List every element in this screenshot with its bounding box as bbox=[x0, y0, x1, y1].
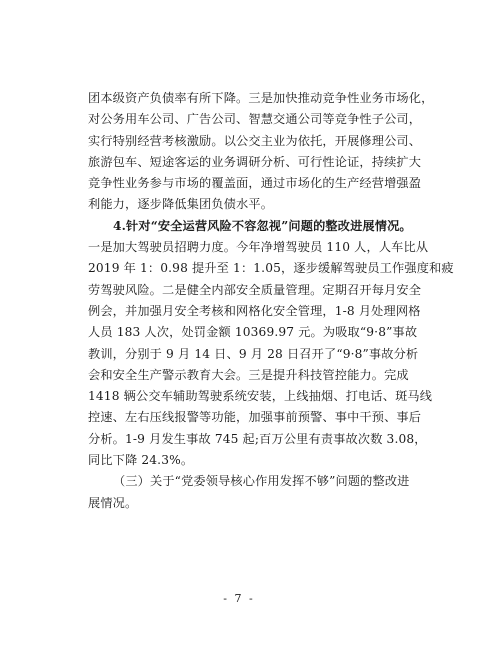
text-line: 2019 年 1：0.98 提升至 1：1.05，逐步缓解驾驶员工作强度和疲 bbox=[88, 261, 454, 276]
body-text bbox=[88, 88, 454, 514]
page-number: - 7 - bbox=[223, 592, 255, 605]
text-line: 展情况。 bbox=[88, 495, 138, 510]
text-line: 利能力，逐步降低集团负债水平。 bbox=[88, 197, 274, 212]
text-line: （三）关于“党委领导核心作用发挥不够”问题的整改进 bbox=[113, 474, 410, 489]
text-line: 实行特别经营考核激励。以公交主业为依托，开展修理公司、 bbox=[88, 133, 422, 148]
text-line: 团本级资产负债率有所下降。三是加快推动竞争性业务市场化， bbox=[88, 91, 434, 105]
section-heading-line: 4.针对“安全运营风险不容忽视”问题的整改进展情况。 bbox=[113, 218, 412, 233]
text-line: 对公务用车公司、广告公司、智慧交通公司等竞争性子公司， bbox=[88, 112, 422, 127]
text-line: 劳驾驶风险。二是健全内部安全质量管理。定期召开每月安全 bbox=[88, 282, 422, 297]
text-line: 1418 辆公交车辅助驾驶系统安装，上线抽烟、打电话、斑马线 bbox=[88, 389, 433, 404]
text-line: 会和安全生产警示教育大会。三是提升科技管控能力。完成 bbox=[88, 367, 409, 382]
text-line: 分析。1-9 月发生事故 745 起;百万公里有责事故次数 3.08， bbox=[88, 431, 427, 446]
text-line: 同比下降 24.3%。 bbox=[88, 453, 194, 468]
text-line: 例会，并加强月安全考核和网格化安全管理，1-8 月处理网格 bbox=[88, 303, 421, 318]
text-line: 竞争性业务参与市场的覆盖面，通过市场化的生产经营增强盈 bbox=[88, 176, 422, 191]
text-line: 教训，分别于 9 月 14 日、9 月 28 日召开了“9·8”事故分析 bbox=[88, 346, 419, 361]
text-line: 人员 183 人次，处罚金额 10369.97 元。为吸取“9·8”事故 bbox=[88, 325, 418, 340]
text-line: 一是加大驾驶员招聘力度。今年净增驾驶员 110 人，人车比从 bbox=[88, 240, 429, 255]
text-line: 旅游包车、短途客运的业务调研分析、可行性论证，持续扩大 bbox=[88, 154, 422, 169]
text-line: 控速、左右压线报警等功能，加强事前预警、事中干预、事后 bbox=[88, 410, 422, 425]
